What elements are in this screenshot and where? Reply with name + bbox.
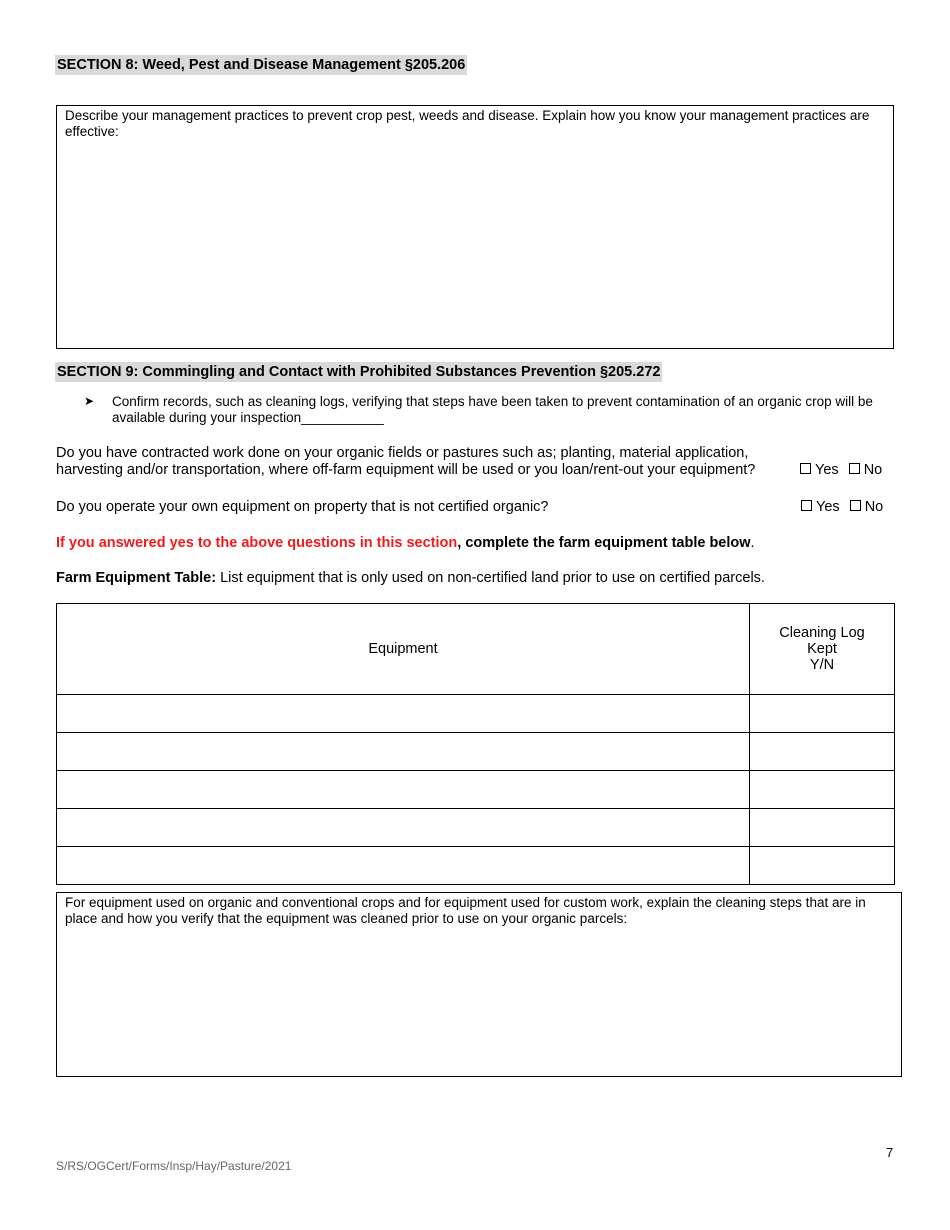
cleaning-log-cell[interactable]: [750, 695, 895, 733]
equipment-cell[interactable]: [57, 847, 750, 885]
table-header-row: [57, 604, 895, 695]
instruction-line: [56, 535, 755, 552]
table-row: [57, 771, 895, 809]
yes-checkbox[interactable]: [801, 500, 812, 511]
section-9-heading: SECTION 9: Commingling and Contact with Prohibited Substances Prevention §205.272: [57, 364, 661, 380]
cleaning-log-line: Cleaning Log: [779, 625, 865, 641]
section-8-heading: SECTION 8: Weed, Pest and Disease Management §205.206: [57, 57, 466, 73]
cleaning-log-cell[interactable]: [750, 847, 895, 885]
cleaning-log-cell[interactable]: [750, 733, 895, 771]
question-own-equipment: Do you operate your own equipment on property that is not certified organic?: [56, 499, 549, 515]
cleaning-log-line: Y/N: [809, 657, 835, 673]
pest-management-textarea[interactable]: [56, 105, 894, 349]
table-intro-text: List equipment that is only used on non-certified land prior to use on certified parcels.: [216, 570, 765, 586]
cleaning-steps-textarea[interactable]: [56, 892, 902, 1077]
instruction-bold-text: , complete the farm equipment table below: [457, 535, 751, 551]
question-contracted-work: Do you have contracted work done on your organic fields or pastures such as; planting, material application, harvesting and/or transportation, where off-farm equipment will be used or you loan/rent-out your equipment?: [56, 445, 756, 478]
table-row: [57, 695, 895, 733]
no-checkbox[interactable]: [850, 500, 861, 511]
cleaning-log-line: Kept: [807, 641, 837, 657]
column-header-cleaning-log: [750, 604, 895, 695]
arrowhead-bullet-icon: ➤: [84, 394, 95, 408]
cleaning-log-cell[interactable]: [750, 771, 895, 809]
equipment-cell[interactable]: [57, 695, 750, 733]
pest-management-prompt: Describe your management practices to prevent crop pest, weeds and disease. Explain how you know your management practices are effective:: [65, 108, 870, 139]
yes-checkbox[interactable]: [800, 463, 811, 474]
equipment-cell[interactable]: [57, 809, 750, 847]
no-label: No: [863, 462, 883, 478]
instruction-red-text: If you answered yes to the above questions in this section: [56, 535, 458, 551]
yes-label: Yes: [816, 499, 840, 515]
question-own-equipment-options: [801, 499, 883, 515]
form-id-footer: S/RS/OGCert/Forms/Insp/Hay/Pasture/2021: [56, 1159, 292, 1173]
table-row: [57, 809, 895, 847]
instruction-end: .: [750, 535, 755, 551]
table-intro-label: Farm Equipment Table:: [56, 570, 217, 586]
table-row: [57, 847, 895, 885]
equipment-cell[interactable]: [57, 771, 750, 809]
no-label: No: [864, 499, 884, 515]
question-contracted-work-options: [800, 462, 882, 478]
cleaning-steps-prompt: For equipment used on organic and conventional crops and for equipment used for custom work, explain the cleaning steps that are in place and how you verify that the equipment was cleaned prior to use on your organic parcels:: [65, 895, 866, 926]
page-number: 7: [886, 1145, 894, 1160]
yes-label: Yes: [815, 462, 839, 478]
equipment-cell[interactable]: [57, 733, 750, 771]
cleaning-log-cell[interactable]: [750, 809, 895, 847]
table-intro: [56, 570, 765, 587]
farm-equipment-table: [56, 603, 895, 885]
column-header-equipment: Equipment: [57, 604, 750, 695]
table-row: [57, 733, 895, 771]
records-bullet-text: Confirm records, such as cleaning logs, verifying that steps have been taken to prevent contamination of an organic crop will be available during your inspection___________: [112, 394, 873, 425]
no-checkbox[interactable]: [849, 463, 860, 474]
